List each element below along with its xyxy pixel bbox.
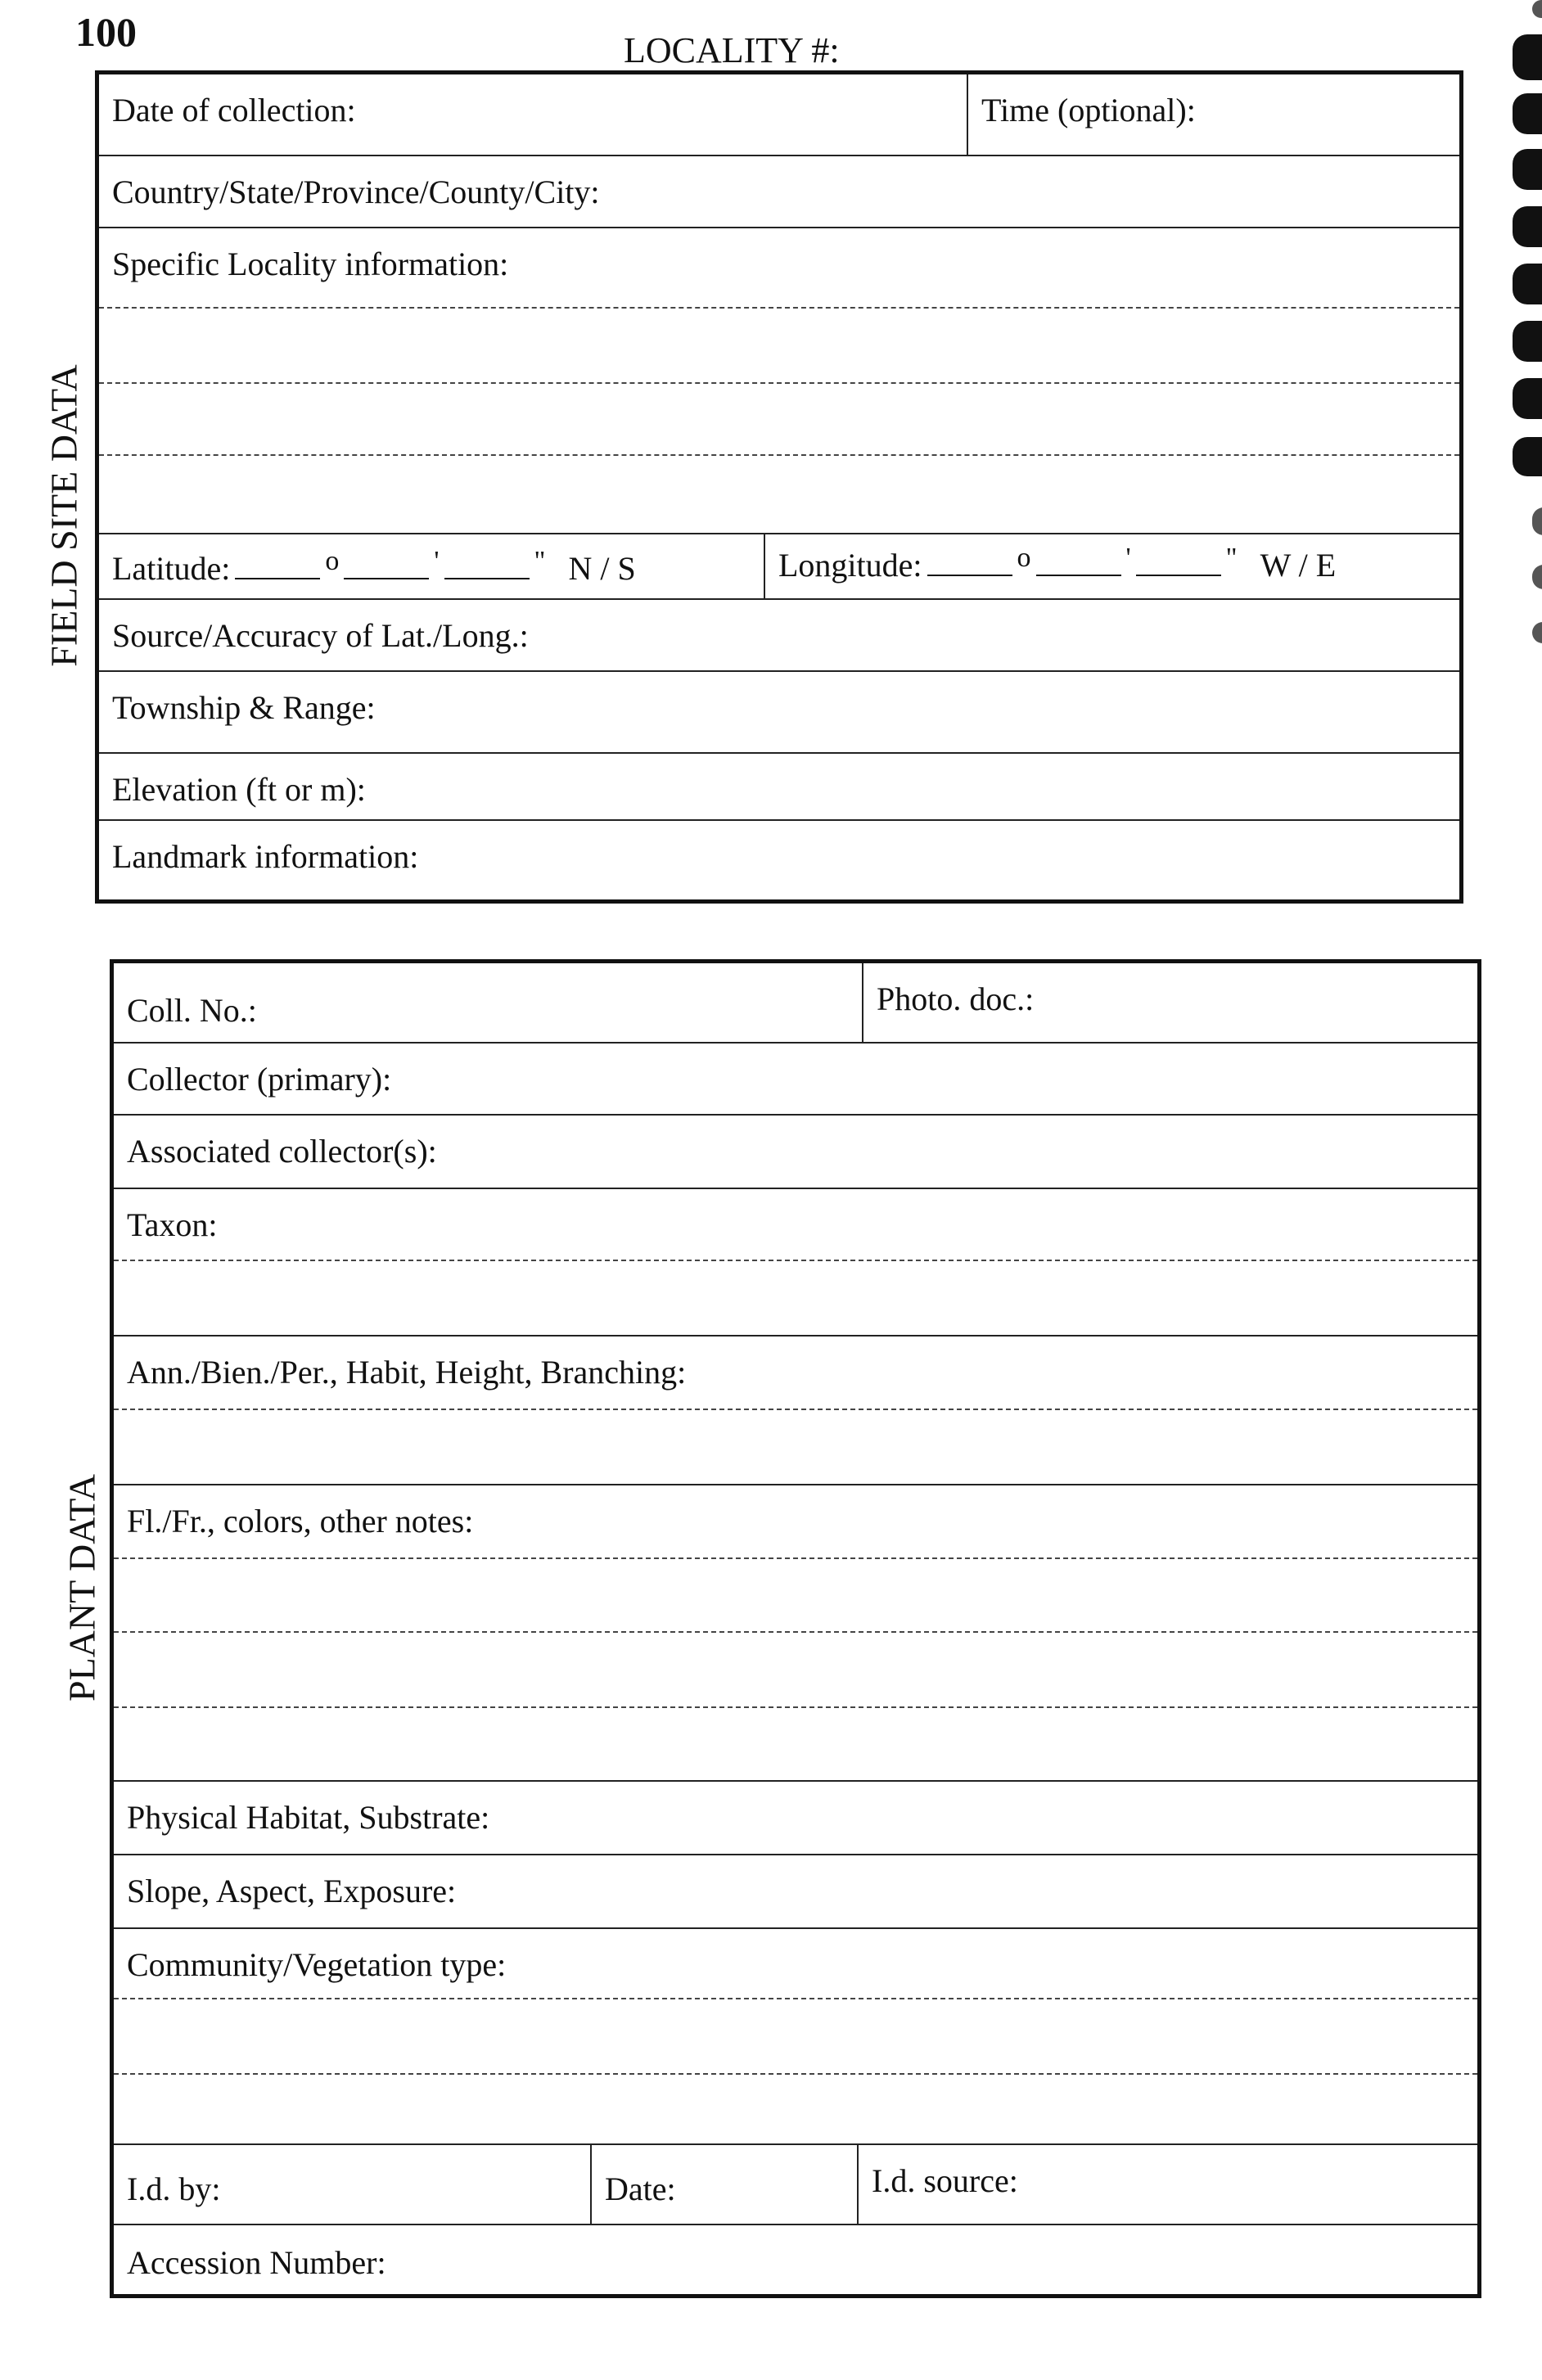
slope-label: Slope, Aspect, Exposure:: [127, 1873, 457, 1909]
notes-field[interactable]: [114, 1485, 1477, 1782]
longitude-seconds-blank[interactable]: [1136, 575, 1221, 576]
coll-no-field[interactable]: Coll. No.:: [114, 963, 863, 1042]
binder-hole-shadow: [1513, 321, 1542, 362]
field-site-section-label: FIELD SITE DATA: [43, 364, 85, 667]
habitat-field[interactable]: [114, 1782, 1477, 1855]
photo-doc-field[interactable]: Photo. doc.:: [877, 980, 1035, 1017]
habit-label: Ann./Bien./Per., Habit, Height, Branching:: [114, 1336, 1477, 1410]
accession-number-field[interactable]: [114, 2225, 1477, 2294]
longitude-field[interactable]: [765, 534, 1459, 598]
township-range-field[interactable]: [99, 672, 1459, 754]
degree-symbol: o: [1017, 543, 1031, 573]
writing-line[interactable]: [99, 309, 1459, 384]
plant-section-label: PLANT DATA: [61, 1474, 103, 1702]
identification-row: [114, 2145, 1477, 2225]
country-field[interactable]: [99, 156, 1459, 228]
binder-hole-shadow: [1532, 0, 1542, 18]
page-number: 100: [75, 9, 137, 55]
id-source-field[interactable]: I.d. source:: [872, 2162, 1018, 2199]
locality-number-label: LOCALITY #:: [624, 30, 840, 70]
longitude-hemisphere: W / E: [1260, 547, 1337, 584]
minute-symbol: ': [434, 546, 440, 576]
specific-locality-field[interactable]: [99, 228, 1459, 534]
id-by-field[interactable]: I.d. by:: [114, 2145, 592, 2224]
writing-line[interactable]: [114, 1999, 1477, 2075]
writing-line[interactable]: [114, 1410, 1477, 1484]
coll-photo-row: [114, 963, 1477, 1044]
longitude-label: Longitude:: [778, 547, 922, 584]
habit-field[interactable]: [114, 1336, 1477, 1485]
binder-hole-shadow: [1513, 378, 1542, 419]
source-accuracy-label: Source/Accuracy of Lat./Long.:: [112, 617, 529, 654]
latitude-field[interactable]: [99, 534, 765, 598]
writing-line[interactable]: [114, 1633, 1477, 1708]
township-range-label: Township & Range:: [112, 689, 376, 726]
slope-field[interactable]: [114, 1855, 1477, 1929]
second-symbol: ": [534, 546, 546, 576]
habitat-label: Physical Habitat, Substrate:: [127, 1799, 490, 1836]
binder-hole-shadow: [1513, 93, 1542, 134]
binder-hole-shadow: [1513, 437, 1542, 476]
notes-label: Fl./Fr., colors, other notes:: [114, 1485, 1477, 1559]
date-of-collection-field[interactable]: Date of collection:: [99, 74, 968, 155]
writing-line[interactable]: [114, 2075, 1477, 2143]
binder-hole-shadow: [1532, 622, 1542, 643]
taxon-field[interactable]: [114, 1189, 1477, 1336]
writing-line[interactable]: [99, 456, 1459, 533]
specific-locality-label: Specific Locality information:: [99, 228, 1459, 309]
date-time-row: [99, 74, 1459, 156]
binder-hole-shadow: [1513, 34, 1542, 80]
second-symbol: ": [1225, 543, 1238, 573]
plant-data-form: [110, 959, 1481, 2298]
community-label: Community/Vegetation type:: [114, 1929, 1477, 1999]
writing-line[interactable]: [114, 1708, 1477, 1780]
degree-symbol: o: [325, 546, 340, 576]
binder-hole-shadow: [1513, 264, 1542, 304]
landmark-label: Landmark information:: [112, 838, 419, 875]
id-date-field[interactable]: Date:: [592, 2145, 859, 2224]
latitude-label: Latitude:: [112, 550, 231, 587]
latitude-minutes-blank[interactable]: [344, 578, 429, 579]
longitude-minutes-blank[interactable]: [1036, 575, 1121, 576]
coordinates-row: [99, 534, 1459, 600]
binder-hole-shadow: [1513, 149, 1542, 190]
collector-field[interactable]: [114, 1044, 1477, 1116]
accession-number-label: Accession Number:: [127, 2244, 386, 2281]
elevation-field[interactable]: [99, 754, 1459, 821]
latitude-seconds-blank[interactable]: [444, 578, 530, 579]
elevation-label: Elevation (ft or m):: [112, 771, 366, 808]
collector-label: Collector (primary):: [127, 1061, 392, 1098]
binder-hole-shadow: [1532, 565, 1542, 589]
associated-collectors-field[interactable]: [114, 1116, 1477, 1189]
longitude-degrees-blank[interactable]: [927, 575, 1012, 576]
writing-line[interactable]: [114, 1261, 1477, 1335]
time-field[interactable]: Time (optional):: [981, 92, 1196, 128]
taxon-label: Taxon:: [114, 1189, 1477, 1261]
associated-collectors-label: Associated collector(s):: [127, 1133, 437, 1170]
field-site-form: [95, 70, 1463, 904]
country-label: Country/State/Province/County/City:: [112, 174, 600, 210]
latitude-hemisphere: N / S: [568, 550, 636, 587]
minute-symbol: ': [1125, 543, 1131, 573]
binder-hole-shadow: [1513, 206, 1542, 247]
binder-hole-shadow: [1532, 507, 1542, 535]
latitude-degrees-blank[interactable]: [235, 578, 320, 579]
writing-line[interactable]: [114, 1559, 1477, 1633]
source-accuracy-field[interactable]: [99, 600, 1459, 672]
writing-line[interactable]: [99, 384, 1459, 456]
landmark-field[interactable]: [99, 821, 1459, 899]
community-field[interactable]: [114, 1929, 1477, 2145]
